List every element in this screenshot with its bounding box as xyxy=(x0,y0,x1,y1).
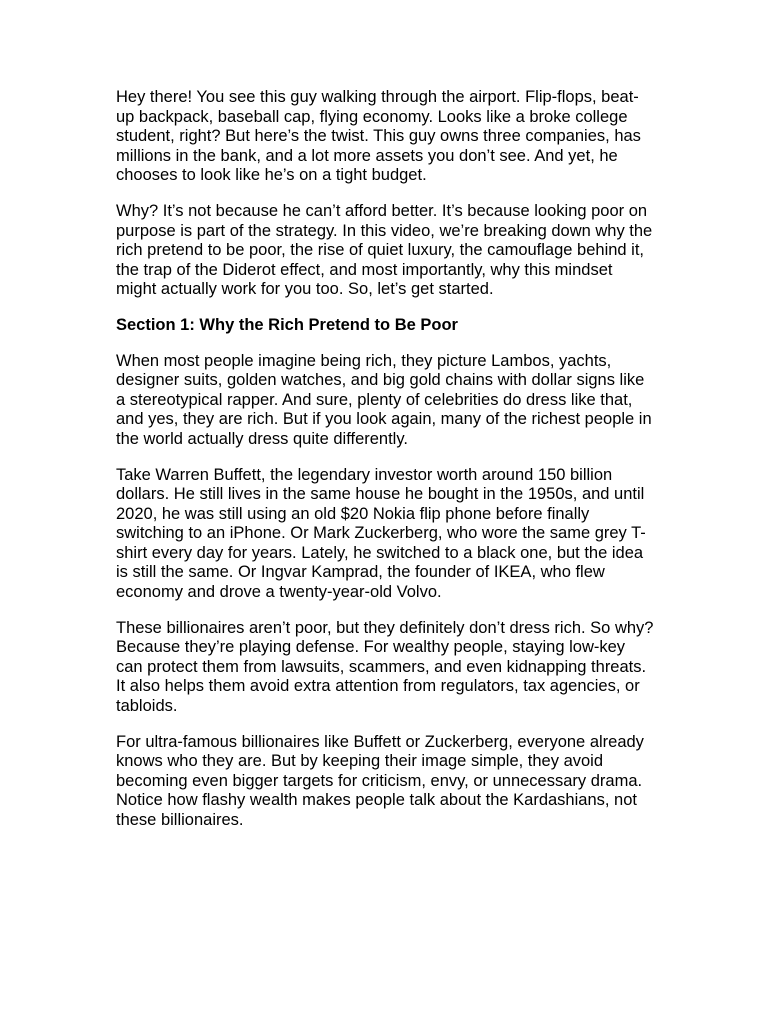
section-paragraph-1: When most people imagine being rich, they picture Lambos, yachts, designer suits, golden watches, and big gold chains with dollar signs like a stereotypical rapper. And sure, plenty of celebrities do dress like that, and yes, they are rich. But if you look again, many of the richest people in the world actually dress quite differently. xyxy=(116,351,652,448)
section-paragraph-3: These billionaires aren’t poor, but they definitely don’t dress rich. So why? Because they’re playing defense. For wealthy people, staying low-key can protect them from lawsuits, scammers, and even kidnapping threats. It also helps them avoid extra attention from regulators, tax agencies, or tabloids. xyxy=(116,618,654,716)
section-paragraph-4: For ultra-famous billionaires like Buffett or Zuckerberg, everyone already knows who they are. But by keeping their image simple, they avoid becoming even bigger targets for criticism, envy, or unnecessary drama. Notice how flashy wealth makes people talk about the Kardashians, not these billionaires. xyxy=(116,732,644,829)
intro-paragraph-1: Hey there! You see this guy walking through the airport. Flip-flops, beat-up backpack, baseball cap, flying economy. Looks like a broke college student, right? But here’s the twist. This guy owns three companies, has millions in the bank, and a lot more assets you don’t see. And yet, he chooses to look like he’s on a tight budget. xyxy=(116,88,641,185)
document-page xyxy=(116,88,656,847)
section-heading: Section 1: Why the Rich Pretend to Be Poor xyxy=(116,315,458,334)
section-paragraph-2: Take Warren Buffett, the legendary investor worth around 150 billion dollars. He still lives in the same house he bought in the 1950s, and until 2020, he was still using an old $20 Nokia flip phone before finally switching to an iPhone. Or Mark Zuckerberg, who wore the same grey T-shirt every day for years. Lately, he switched to a black one, but the idea is still the same. Or Ingvar Kamprad, the founder of IKEA, who flew economy and drove a twenty-year-old Volvo. xyxy=(116,465,646,602)
intro-paragraph-2: Why? It’s not because he can’t afford better. It’s because looking poor on purpose is part of the strategy. In this video, we’re breaking down why the rich pretend to be poor, the rise of quiet luxury, the camouflage behind it, the trap of the Diderot effect, and most importantly, why this mindset might actually work for you too. So, let’s get started. xyxy=(116,201,653,299)
